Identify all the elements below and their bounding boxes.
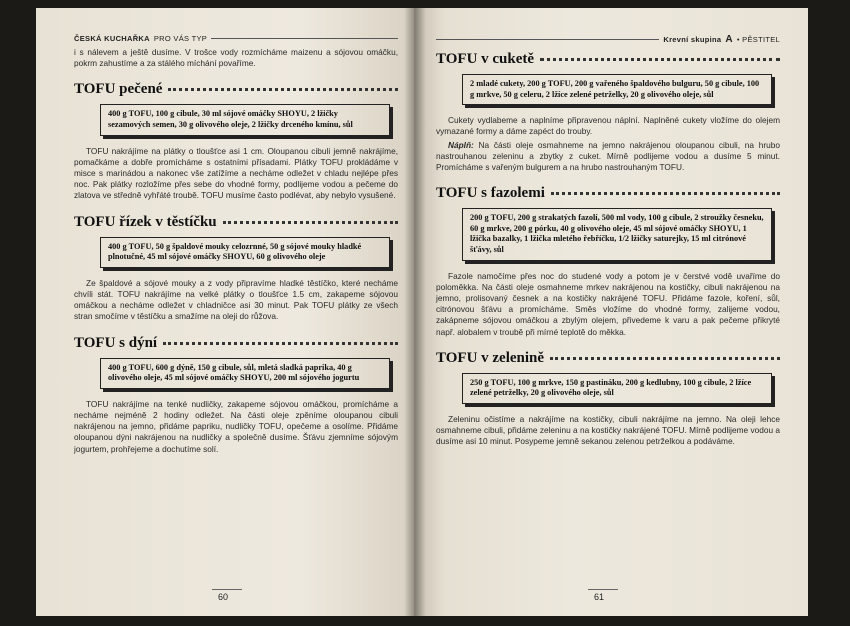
recipe-heading [74,81,398,98]
ingredients-box: 400 g TOFU, 100 g cibule, 30 ml sójové omáčky SHOYU, 2 lžičky sezamových semen, 30 g olivového oleje, 2 lžičky drceného kmínu, sůl [100,104,390,135]
running-head-rule [436,39,659,40]
recipe-title: TOFU řízek v těstíčku [74,213,217,230]
running-head-rule [211,38,398,39]
filling-text: Na části oleje osmahneme na jemno nakrájenou oloupanou cibuli, na hrubo nastrouhanou zeleninu a zbytky z cuket. Mírně podlijeme vodou a dusíme 5 minut. Promícháme s vařeným bulgurem a na hrubo nastrouhaným TOFU. [436,139,780,172]
recipe-instructions: TOFU nakrájíme na plátky o tloušťce asi 1 cm. Oloupanou cibuli jemně nakrájíme, pomačkáme a dobře promícháme s ostatními přísadami. Plátky TOFU prokládáme v misce s marinádou a nakonec vše zatížíme a necháme odležet v chladu nejlépe přes noc. Pak plátky rozložíme přes sebe do vhodné formy, podlijeme vodou a pečeme do zlatova ve středně vyhřáté troubě. TOFU musíme často podlévat, aby nebylo vysušené. [74,145,398,201]
running-head-subtitle: • PĚSTITEL [736,35,780,44]
page-number: 61 [594,592,605,602]
ingredients-box: 2 mladé cukety, 200 g TOFU, 200 g vařeného špaldového bulguru, 50 g cibule, 100 g mrkve, 50 g celeru, 2 lžíce zelené petrželky, 20 g olivového oleje, sůl [462,74,772,105]
book-gutter [404,8,426,616]
dotted-rule [540,58,780,65]
recipe-instructions: TOFU nakrájíme na tenké nudličky, zakapeme sójovou omáčkou, promícháme a necháme nejméně 2 hodiny odležet. Na části oleje zpěníme oloupanou cibuli nakrájenou na jemno, přidáme papriku, nudličky TOFU, opečeme a osolíme. Přidáme oloupanou dýni nakrájenou na nudličky a společně dusíme. Šťávu zjemníme sójovým jogurtem, prohřejeme a dochutíme solí. [74,398,398,454]
ingredients-box: 400 g TOFU, 600 g dýně, 150 g cibule, sůl, mletá sladká paprika, 40 g olivového oleje, 45 ml sójové omáčky SHOYU, 200 ml sójového jogurtu [100,358,390,389]
recipe-heading [436,51,780,68]
running-head [436,34,780,45]
recipe-instructions: Cukety vydlabeme a naplníme připravenou náplní. Naplněné cukety vložíme do olejem vymazané formy a dáme zapéct do trouby. [436,115,780,137]
recipe-heading [436,350,780,367]
recipe-title: TOFU v zelenině [436,349,545,366]
recipe-title: TOFU pečené [74,81,163,98]
recipe-instructions: Ze špaldové a sójové mouky a z vody připravíme hladké těstíčko, které necháme chvíli stát. TOFU nakrájíme na velké plátky o tloušťce 1.5 cm, zakapeme sójovou omáčkou a necháme odležet v chladničce asi 30 minut. Pak TOFU plátky ze všech stran smočíme v těstíčku a smažíme na oleji do růžova. [74,277,398,322]
left-page [36,8,414,616]
recipe-instructions: Zeleninu očistíme a nakrájíme na kostičky, cibuli nakrájíme na jemno. Na oleji lehce osmahneme cibuli, přidáme zeleninu a na kostičky nakrájené TOFU. Mírně podlijeme vodou a dusíme asi 10 minut. Posypeme jemně sekanou zelenou petrželkou a podáváme. [436,413,780,447]
page-number-rule [212,589,242,590]
recipe-heading [74,335,398,352]
recipe-title: TOFU v cuketě [436,51,535,67]
running-head-title: Krevní skupina [663,35,722,44]
recipe-heading [74,214,398,231]
dotted-rule [550,357,780,364]
ingredients-box: 400 g TOFU, 50 g špaldové mouky celozrnné, 50 g sójové mouky hladké plnotučné, 45 ml sójové omáčky SHOYU, 60 g olivového oleje [100,237,390,268]
intro-paragraph: i s nálevem a ještě dusíme. V trošce vody rozmícháme maizenu a sójovou omáčku, pokrm zahustíme a za stálého míchání povaříme. [74,47,398,69]
filling-label: Náplň: [448,139,474,150]
page-number: 60 [218,592,229,602]
running-head-title: ČESKÁ KUCHAŘKA [74,34,150,43]
recipe-title: TOFU s dýní [74,334,158,351]
dotted-rule [168,88,398,95]
dotted-rule [551,192,780,199]
running-head-subtitle: PRO VÁS TYP [153,34,208,43]
ingredients-box: 200 g TOFU, 200 g strakatých fazolí, 500 ml vody, 100 g cibule, 2 stroužky česneku, 60 g mrkve, 200 g pórku, 40 g olivového oleje, 45 ml sójové omáčky SHOYU, 1 lžička bazalky, 1 lžička mletého řebříčku, 1/2 lžičky saturejky, 15 ml citrónové šťávy, sůl [462,208,772,260]
right-page [414,8,808,616]
recipe-title: TOFU s fazolemi [436,185,545,202]
recipe-instructions: Fazole namočíme přes noc do studené vody a potom je v čerstvé vodě uvaříme do poloměkka. Na části oleje osmahneme mrkev nakrájenou na kostičky, cibuli nakrájenou na jemno, prolisovaný česnek a na kostičky nakrájené TOFU. Přidáme fazole, koření, sůl, citrónovou šťávu a promícháme. Směs vložíme do vhodné formy, zalijeme vodou, zakápneme sójovou omáčkou a zbylým olejem, přivedeme k varu a pak pečeme přikryté např. alobalem v troubě při mírné teplotě do měkka. [436,270,780,337]
recipe-filling [436,140,780,174]
dotted-rule [223,221,398,228]
dotted-rule [163,342,398,349]
ingredients-box: 250 g TOFU, 100 g mrkve, 150 g pastináku, 200 g kedlubny, 100 g cibule, 2 lžíce zelené petrželky, 20 g olivového oleje, sůl [462,373,772,404]
recipe-heading [436,185,780,202]
page-number-rule [588,589,618,590]
running-head [74,34,398,43]
running-head-letter: A [725,34,733,45]
